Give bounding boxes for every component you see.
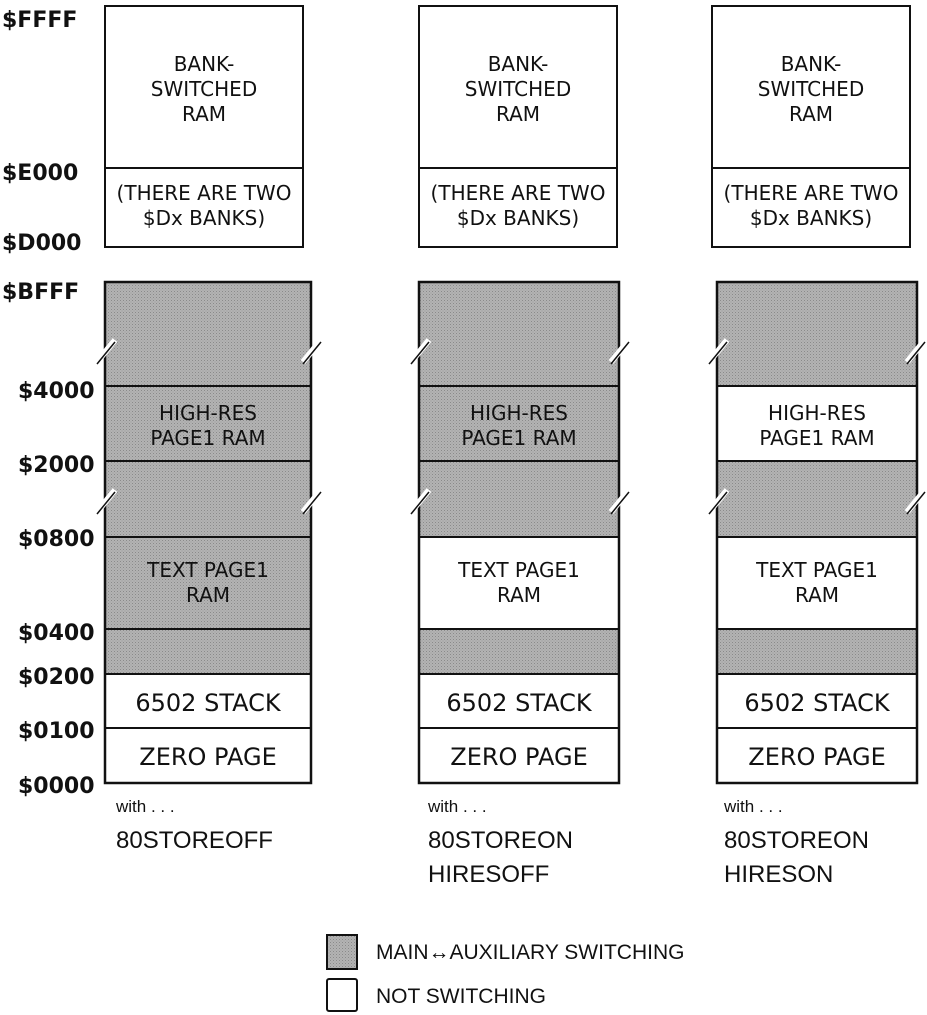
high-res-line-2: PAGE1 RAM bbox=[759, 426, 875, 450]
bank-switched-line-3: RAM bbox=[495, 102, 541, 126]
legend-switching-swatch bbox=[327, 935, 357, 969]
text-page-line-1: TEXT PAGE1 bbox=[756, 558, 878, 582]
zero-page-label: ZERO PAGE bbox=[139, 743, 277, 771]
dx-banks-line-2: $Dx BANKS) bbox=[456, 206, 580, 230]
high-res-line-1: HIGH-RES bbox=[159, 401, 257, 425]
switching-region-low bbox=[105, 629, 311, 674]
text-page-line-2: RAM bbox=[794, 583, 840, 607]
text-page-line-2: RAM bbox=[185, 583, 231, 607]
address-axis bbox=[2, 8, 95, 799]
high-res-line-1: HIGH-RES bbox=[768, 401, 866, 425]
zero-page-label: ZERO PAGE bbox=[748, 743, 886, 771]
address-bfff: $BFFF bbox=[2, 280, 80, 305]
address-0100: $0100 bbox=[18, 719, 95, 744]
bank-switched-line-1: BANK- bbox=[487, 52, 549, 76]
memory-column-3 bbox=[709, 6, 925, 888]
address-0200: $0200 bbox=[18, 665, 95, 690]
high-res-line-2: PAGE1 RAM bbox=[461, 426, 577, 450]
high-res-line-2: PAGE1 RAM bbox=[150, 426, 266, 450]
switching-region-low bbox=[717, 629, 917, 674]
switching-region-top bbox=[419, 282, 619, 386]
dx-banks-line-2: $Dx BANKS) bbox=[749, 206, 873, 230]
mode-line-2: HIRESON bbox=[724, 861, 834, 888]
address-e000: $E000 bbox=[2, 161, 79, 186]
text-page-line-2: RAM bbox=[496, 583, 542, 607]
bank-switched-line-3: RAM bbox=[788, 102, 834, 126]
switching-region-mid bbox=[419, 461, 619, 537]
mode-line-1: 80STOREON bbox=[724, 827, 869, 854]
address-4000: $4000 bbox=[18, 379, 95, 404]
switching-region-low bbox=[419, 629, 619, 674]
memory-column-2 bbox=[411, 6, 629, 888]
address-ffff: $FFFF bbox=[2, 8, 78, 33]
dx-banks-line-1: (THERE ARE TWO bbox=[116, 181, 292, 205]
stack-label: 6502 STACK bbox=[446, 689, 592, 717]
dx-banks-line-1: (THERE ARE TWO bbox=[723, 181, 899, 205]
address-0800: $0800 bbox=[18, 527, 95, 552]
address-0400: $0400 bbox=[18, 621, 95, 646]
legend-not-switching-swatch bbox=[327, 979, 357, 1011]
zero-page-label: ZERO PAGE bbox=[450, 743, 588, 771]
bank-switched-line-3: RAM bbox=[181, 102, 227, 126]
mode-line-1: 80STOREON bbox=[428, 827, 573, 854]
dx-banks-line-2: $Dx BANKS) bbox=[142, 206, 266, 230]
legend-switching-label: MAIN↔AUXILIARY SWITCHING bbox=[376, 941, 685, 964]
bank-switched-line-1: BANK- bbox=[780, 52, 842, 76]
with-label: with . . . bbox=[724, 797, 783, 816]
bank-switched-line-1: BANK- bbox=[173, 52, 235, 76]
high-res-line-1: HIGH-RES bbox=[470, 401, 568, 425]
switching-region-mid bbox=[105, 461, 311, 537]
address-0000: $0000 bbox=[18, 774, 95, 799]
memory-column-1 bbox=[97, 6, 321, 854]
legend-not-switching-label: NOT SWITCHING bbox=[376, 985, 546, 1008]
bank-switched-line-2: SWITCHED bbox=[757, 77, 865, 101]
mode-line-2: HIRESOFF bbox=[428, 861, 550, 888]
switching-region-mid bbox=[717, 461, 917, 537]
address-d000: $D000 bbox=[2, 231, 82, 256]
stack-label: 6502 STACK bbox=[744, 689, 890, 717]
mode-line-1: 80STOREOFF bbox=[116, 827, 273, 854]
address-2000: $2000 bbox=[18, 453, 95, 478]
bank-switched-line-2: SWITCHED bbox=[150, 77, 258, 101]
text-page-line-1: TEXT PAGE1 bbox=[147, 558, 269, 582]
switching-region-top bbox=[105, 282, 311, 386]
bank-switched-line-2: SWITCHED bbox=[464, 77, 572, 101]
with-label: with . . . bbox=[116, 797, 175, 816]
dx-banks-line-1: (THERE ARE TWO bbox=[430, 181, 606, 205]
stack-label: 6502 STACK bbox=[135, 689, 281, 717]
switching-region-top bbox=[717, 282, 917, 386]
with-label: with . . . bbox=[428, 797, 487, 816]
text-page-line-1: TEXT PAGE1 bbox=[458, 558, 580, 582]
legend bbox=[327, 935, 684, 1011]
